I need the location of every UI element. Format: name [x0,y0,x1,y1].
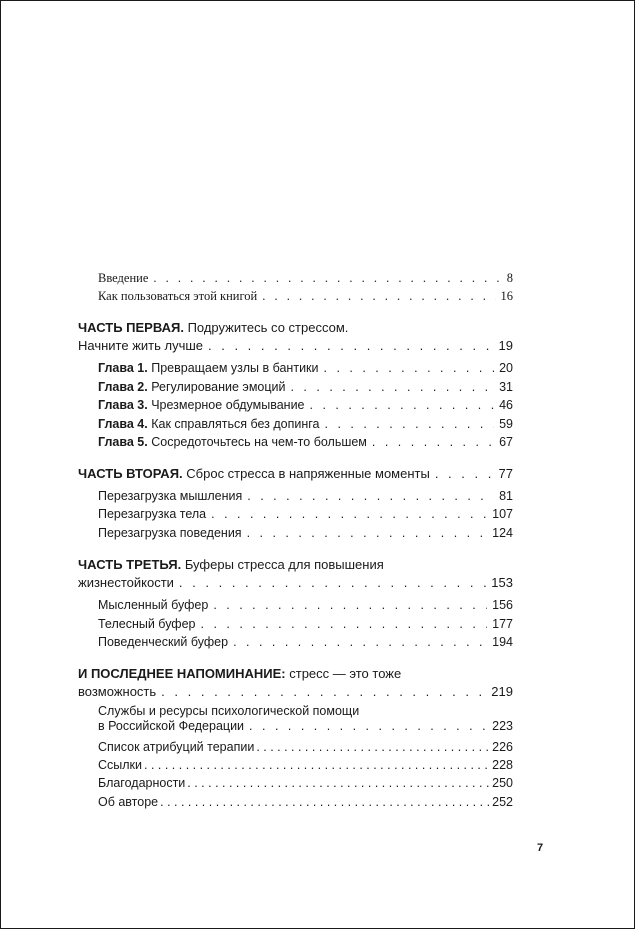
toc-leader-dots [187,774,490,792]
toc-entry-title: Список атрибуций терапии [98,740,255,754]
toc-entry-title: Ссылки [98,758,143,772]
toc-entry-intro[interactable] [98,269,513,287]
toc-entry-page: 19 [498,338,513,353]
toc-entry-page: 156 [492,598,513,612]
toc-entry-page: 81 [499,489,513,503]
toc-entry-title: Мысленный буфер [98,598,209,612]
toc-entry-part1[interactable] [78,337,513,355]
toc-entry-part3[interactable] [78,574,513,592]
toc-entry-title: Перезагрузка мышления [98,489,243,503]
final-item-1-line1[interactable] [98,704,359,719]
toc-entry-page: 250 [492,776,513,790]
toc-leader-dots [290,378,494,396]
chapter-label: Глава 4. [98,417,148,431]
toc-entry-chapter-5[interactable] [98,433,513,451]
toc-entry-chapter-3[interactable] [98,396,513,414]
toc-entry-page: 194 [492,635,513,649]
toc-entry-title: Перезагрузка поведения [98,526,242,540]
chapter-title: Регулирование эмоций [151,380,286,394]
toc-entry-page: 77 [498,466,513,481]
toc-entry-final-item-4[interactable] [98,774,513,792]
final-title-line1: стресс — это тоже [289,666,402,681]
toc-leader-dots [213,596,487,614]
part3-title-line2: жизнестойкости [78,575,174,590]
toc-leader-dots [208,337,494,355]
toc-entry-chapter-1[interactable] [98,359,513,377]
toc-entry-part3-item-3[interactable] [98,633,513,651]
chapter-label: Глава 5. [98,435,148,449]
part3-heading: ЧАСТЬ ТРЕТЬЯ. [78,557,182,572]
toc-entry-title-line2: в Российской Федерации [98,719,245,733]
toc-leader-dots [372,433,494,451]
toc-leader-dots [233,633,487,651]
toc-leader-dots [262,287,495,305]
part1-title-line1: Подружитесь со стрессом. [187,320,349,335]
toc-entry-final[interactable] [78,683,513,701]
toc-entry-page: 20 [499,361,513,375]
toc-entry-title: Введение [98,271,149,285]
toc-entry-page: 59 [499,417,513,431]
toc-entry-page: 226 [492,740,513,754]
part1-heading: ЧАСТЬ ПЕРВАЯ. [78,320,184,335]
toc-leader-dots [324,359,495,377]
part2-heading: ЧАСТЬ ВТОРАЯ. [78,466,183,481]
toc-entry-title: Поведенческий буфер [98,635,229,649]
toc-leader-dots [256,738,490,756]
toc-entry-final-item-2[interactable] [98,738,513,756]
toc-entry-final-item-5[interactable] [98,793,513,811]
chapter-title: Превращаем узлы в бантики [151,361,319,375]
toc-entry-page: 228 [492,758,513,772]
toc-entry-chapter-4[interactable] [98,415,513,433]
toc-entry-title: Перезагрузка тела [98,507,207,521]
toc-entry-title: Телесный буфер [98,617,196,631]
toc-leader-dots [179,574,486,592]
toc-entry-title: Службы и ресурсы психологической помощи [98,704,360,718]
part1-title-line2: Начните жить лучше [78,338,204,353]
toc-entry-page: 8 [506,271,513,285]
page-number: 7 [537,842,544,854]
toc-leader-dots [310,396,495,414]
toc-entry-final-item-1[interactable] [98,719,513,734]
chapter-label: Глава 2. [98,380,148,394]
toc-entry-part3-item-2[interactable] [98,615,513,633]
chapter-label: Глава 3. [98,398,148,412]
toc-entry-part2-item-1[interactable] [98,487,513,505]
part2-title: Сброс стресса в напряженные моменты [186,466,430,481]
toc-entry-title: Как пользоваться этой книгой [98,289,258,303]
toc-leader-dots [211,505,487,523]
final-heading-line1[interactable] [78,665,401,683]
chapter-title: Чрезмерное обдумывание [151,398,305,412]
toc-leader-dots [247,487,494,505]
chapter-title: Сосредоточьтесь на чем-то большем [151,435,367,449]
toc-leader-dots [160,793,490,811]
toc-entry-title: Об авторе [98,795,159,809]
toc-entry-part2[interactable] [78,465,513,483]
toc-entry-page: 46 [499,398,513,412]
toc-leader-dots [201,615,488,633]
toc-entry-part2-item-3[interactable] [98,524,513,542]
part1-heading-line1[interactable] [78,319,348,337]
toc-leader-dots [325,415,495,433]
final-title-line2: возможность [78,684,157,699]
toc-entry-page: 153 [491,575,513,590]
toc-entry-page: 124 [492,526,513,540]
toc-leader-dots [161,683,486,701]
part3-title-line1: Буферы стресса для повышения [184,557,384,572]
chapter-label: Глава 1. [98,361,148,375]
toc-leader-dots [435,465,494,483]
toc-entry-part3-item-1[interactable] [98,596,513,614]
toc-entry-part2-item-2[interactable] [98,505,513,523]
toc-entry-page: 107 [492,507,513,521]
toc-entry-page: 67 [499,435,513,449]
toc-entry-page: 219 [491,684,513,699]
toc-entry-page: 177 [492,617,513,631]
part3-heading-line1[interactable] [78,556,384,574]
chapter-title: Как справляться без допинга [151,417,320,431]
toc-entry-page: 31 [499,380,513,394]
toc-leader-dots [144,756,490,774]
toc-entry-final-item-3[interactable] [98,756,513,774]
toc-leader-dots [249,719,487,734]
toc-entry-page: 252 [492,795,513,809]
toc-entry-how-to-use[interactable] [98,287,513,305]
toc-leader-dots [247,524,488,542]
toc-entry-chapter-2[interactable] [98,378,513,396]
toc-entry-page: 223 [492,719,513,733]
toc-entry-page: 16 [500,289,513,303]
toc-leader-dots [153,269,501,287]
final-heading: И ПОСЛЕДНЕЕ НАПОМИНАНИЕ: [78,666,286,681]
toc-entry-title: Благодарности [98,776,186,790]
